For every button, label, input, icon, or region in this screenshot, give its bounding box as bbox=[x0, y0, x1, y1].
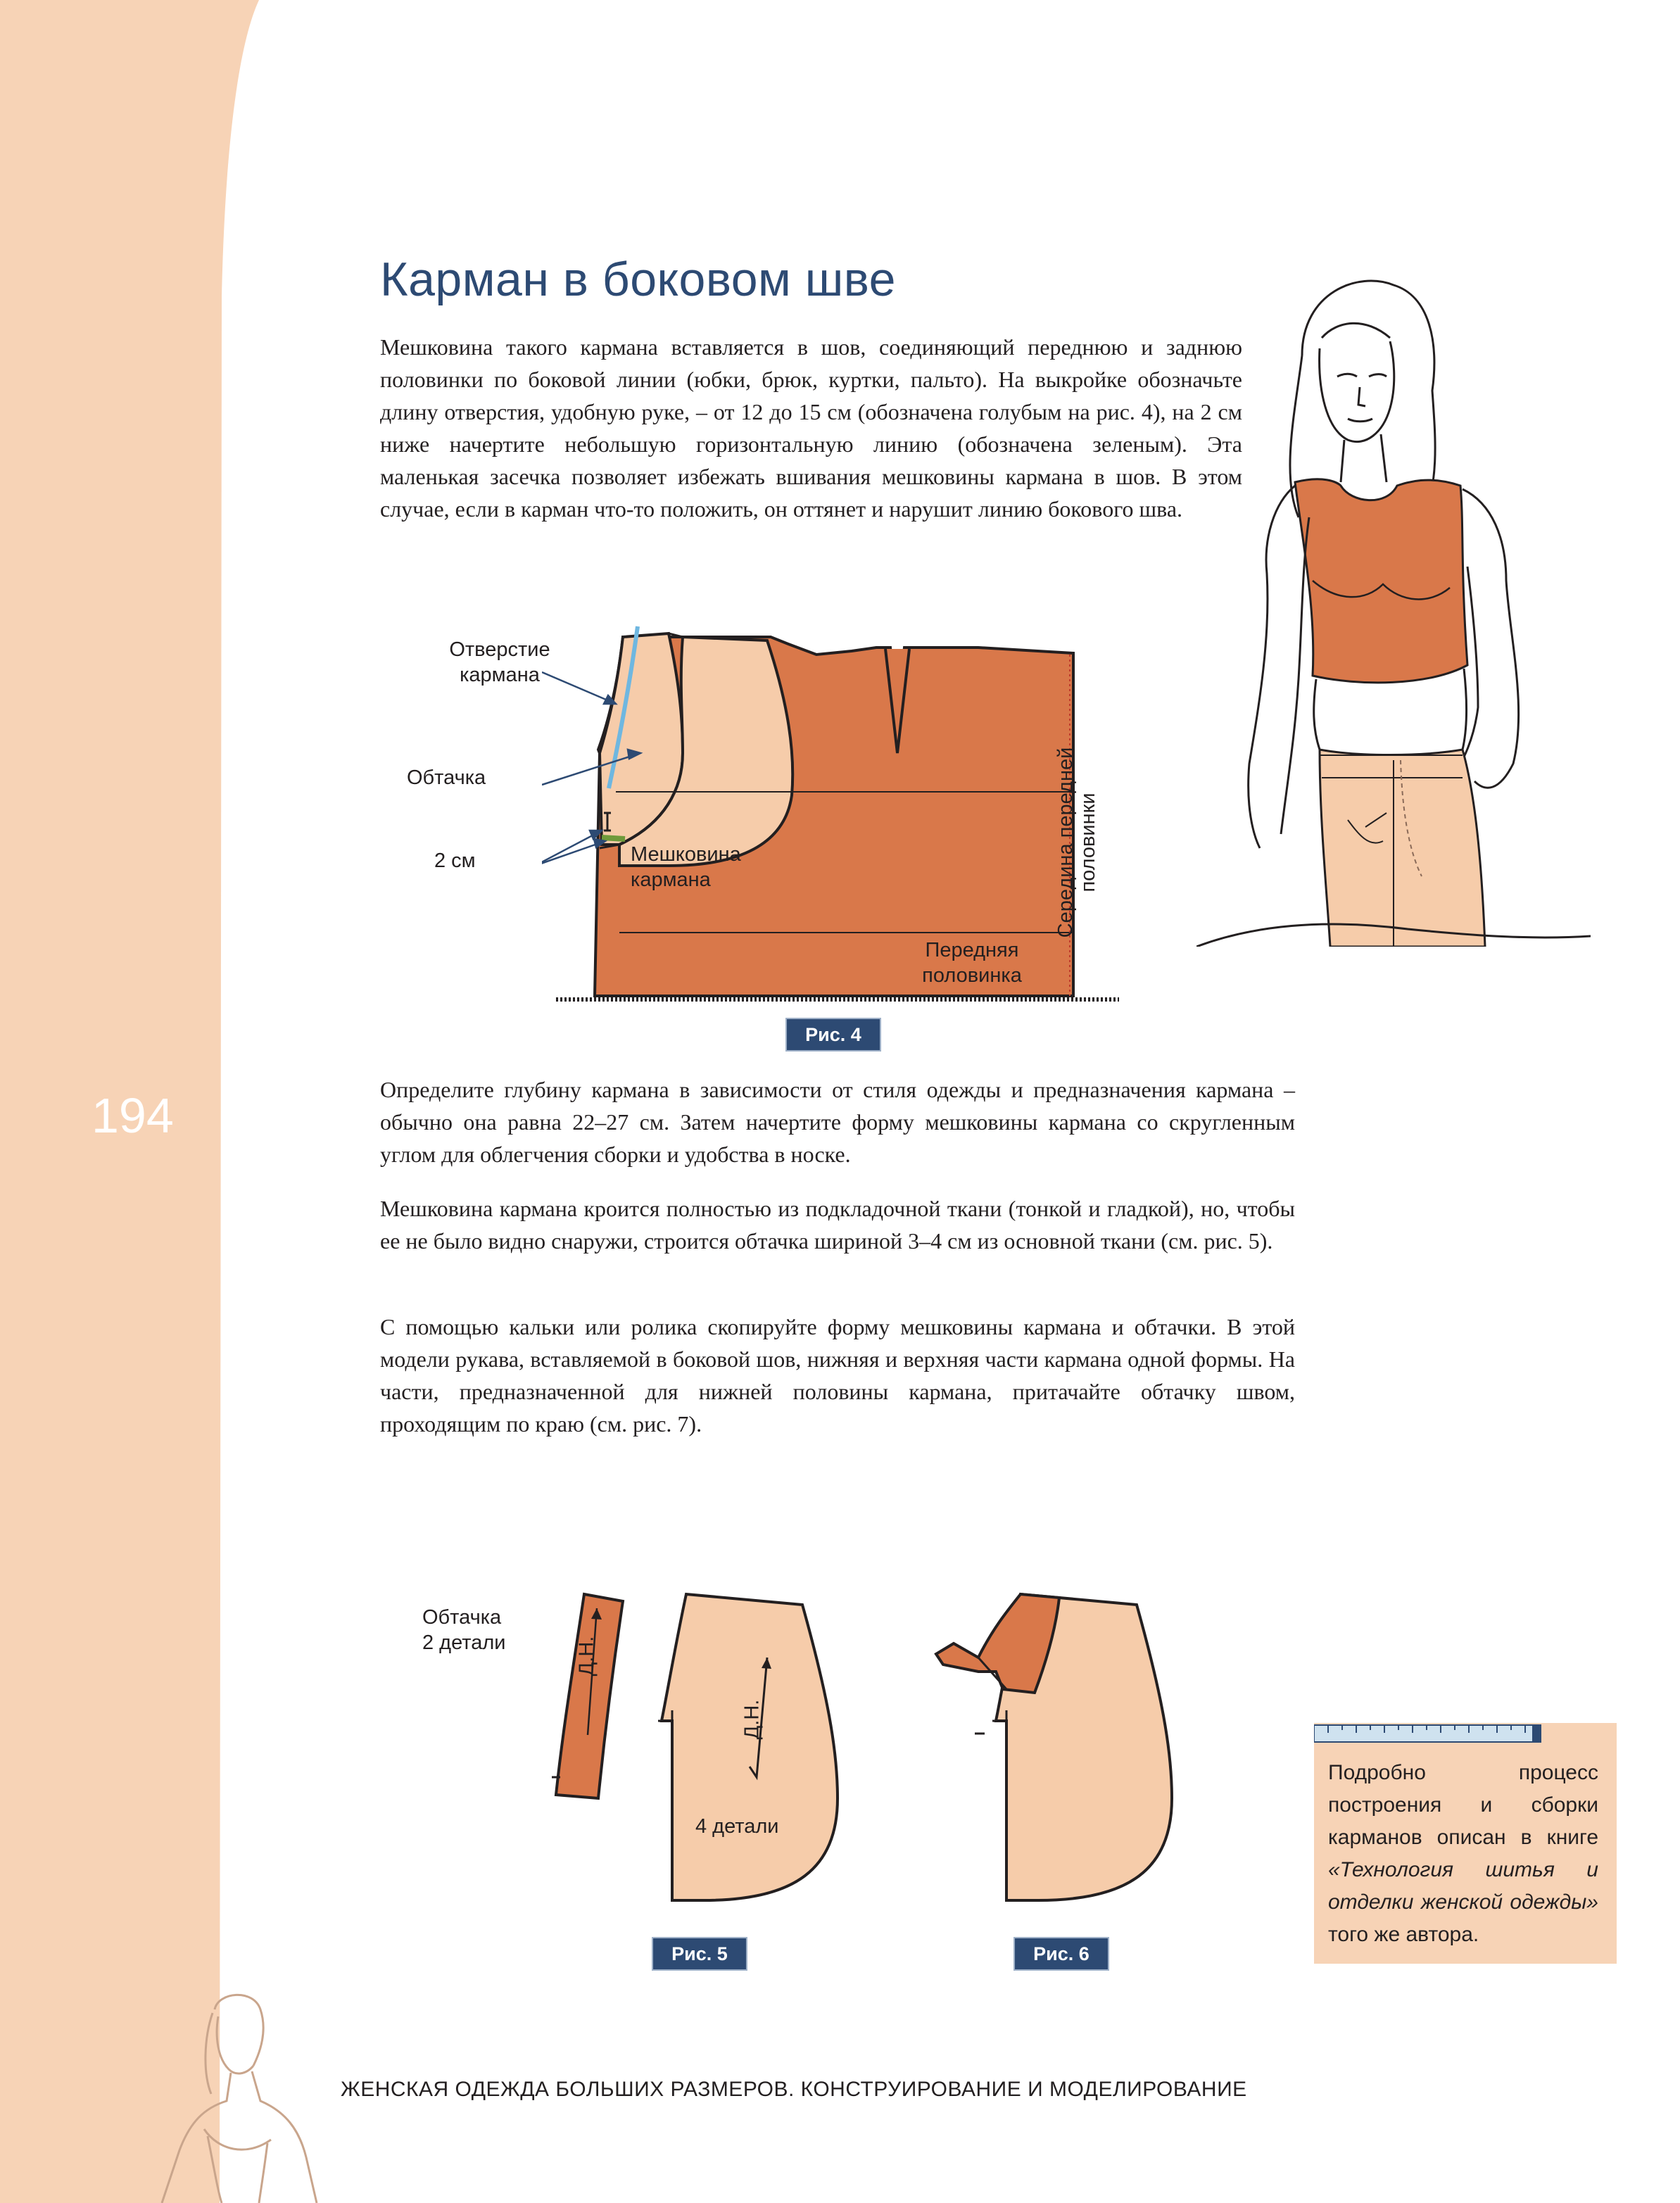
fig5-caption: Рис. 5 bbox=[652, 1937, 747, 1971]
fig5-facing-label: Обтачка 2 детали bbox=[422, 1606, 506, 1654]
fig5-grain-facing: Д.Н. bbox=[575, 1636, 598, 1677]
ruler-icon bbox=[1314, 1723, 1546, 1747]
woman-sketch-small bbox=[148, 1988, 345, 2203]
paragraph-depth: Определите глубину кармана в зависимости от стиля одежды и предназначения кармана – обычно она равна 22–27 см. Затем начертите форму мешковины кармана со скругленным углом для облегчения сборки и удобства в носке. bbox=[380, 1077, 1295, 1167]
book-footer: ЖЕНСКАЯ ОДЕЖДА БОЛЬШИХ РАЗМЕРОВ. КОНСТРУИРОВАНИЕ И МОДЕЛИРОВАНИЕ bbox=[341, 2078, 1247, 2101]
side-note-text: Подробно процесс построения и сборки карманов описан в книге «Технология шитья и отделки женской одежды» того же автора. bbox=[1328, 1761, 1598, 1946]
fig5-details-label: 4 детали bbox=[695, 1815, 779, 1838]
fig4-label-center-front: Середина передней половинки bbox=[1054, 747, 1099, 938]
fig4-label-opening: Отверстие кармана bbox=[449, 638, 550, 686]
fig4-caption: Рис. 4 bbox=[785, 1018, 881, 1052]
figure-4-pattern bbox=[542, 612, 1126, 1014]
fig5-grain-bag: Д.Н. bbox=[740, 1699, 764, 1740]
fig4-label-pocket-bag: Мешковина кармана bbox=[631, 843, 741, 891]
page-number: 194 bbox=[91, 1088, 174, 1143]
fig6-caption: Рис. 6 bbox=[1013, 1937, 1109, 1971]
section-title: Карман в боковом шве bbox=[380, 253, 896, 306]
fig4-label-2cm: 2 см bbox=[434, 850, 476, 872]
paragraph-intro: Мешковина такого кармана вставляется в шов, соединяющий переднюю и заднюю половинки по боковой линии (юбки, брюк, куртки, пальто). На выкройке обозначьте длину отверстия, удобную руке, – от 12 до 15 см (обозначена голубым на рис. 4), на 2 см ниже начертите небольшую горизонтальную линию (обозначена зеленым). Эта маленькая засечка позволяет избежать вшивания мешковины кармана в шов. В этом случае, если в карман что-то положить, он оттянет и нарушит линию бокового шва. bbox=[380, 334, 1242, 522]
side-note bbox=[1314, 1723, 1617, 1964]
fig4-label-front-half: Передняя половинка bbox=[922, 939, 1022, 987]
paragraph-copy: С помощью кальки или ролика скопируйте форму мешковины кармана и обтачки. В этой модели рукава, вставляемой в боковой шов, нижняя и верхняя части кармана одной формы. На части, предназначенной для нижней половины кармана, притачайте обтачку швом, проходящим по краю (см. рис. 7). bbox=[380, 1314, 1295, 1437]
figure-6-pattern bbox=[926, 1587, 1193, 1911]
paragraph-lining: Мешковина кармана кроится полностью из подкладочной ткани (тонкой и гладкой), но, чтобы ее не было видно снаружи, строится обтачка шириной 3–4 см из основной ткани (см. рис. 5). bbox=[380, 1196, 1295, 1254]
woman-model-illustration bbox=[1196, 271, 1591, 947]
fig4-label-facing: Обтачка bbox=[407, 766, 486, 789]
